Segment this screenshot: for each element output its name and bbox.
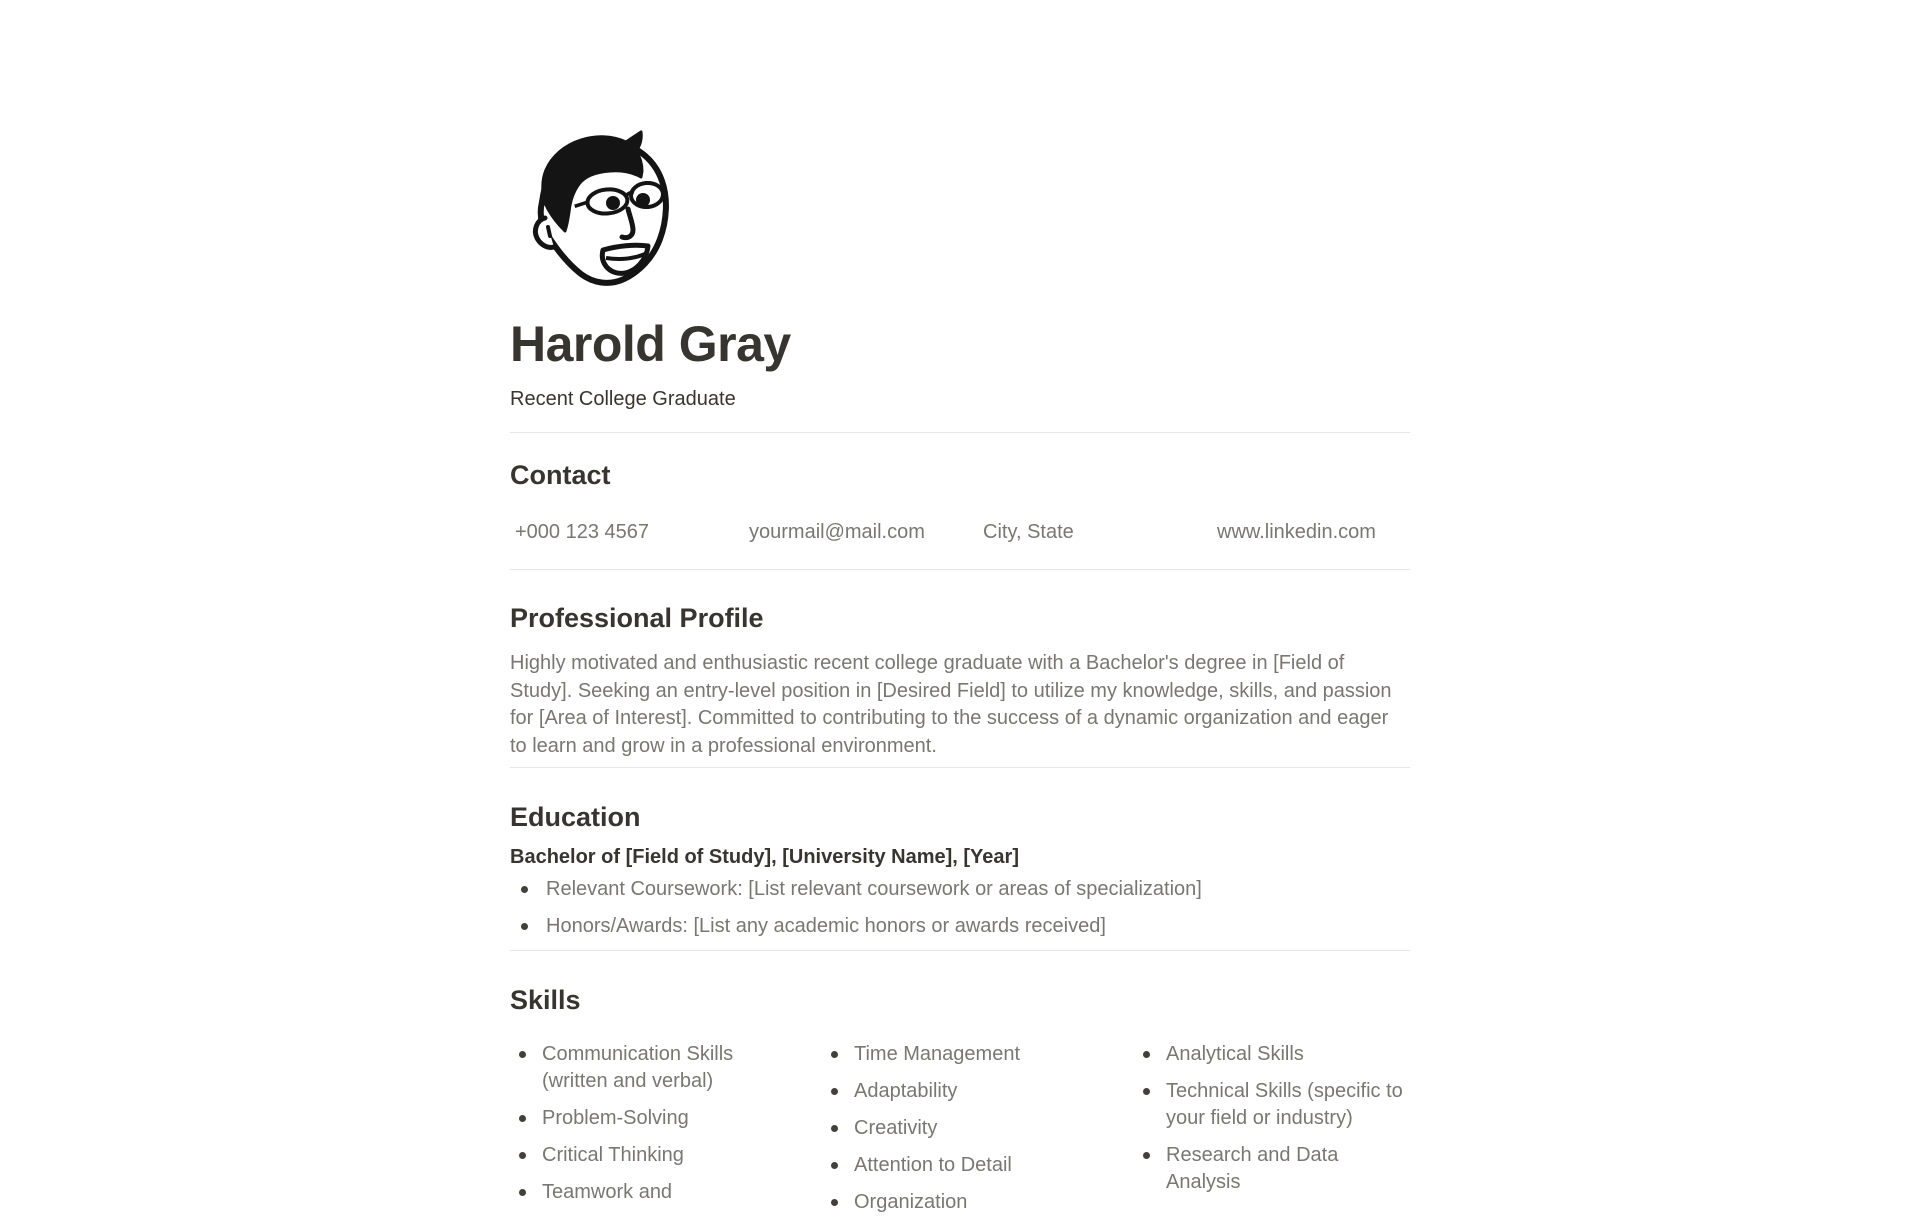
skills-column-3 (1134, 1041, 1410, 1226)
skill-item: Critical Thinking (510, 1142, 786, 1169)
skills-column-1 (510, 1041, 786, 1226)
skills-heading: Skills (510, 985, 581, 1015)
professional-profile-heading: Professional Profile (510, 603, 764, 633)
avatar (529, 130, 671, 290)
education-bullet-list (510, 876, 1410, 940)
contact-row (510, 519, 1410, 546)
skill-item: Creativity (822, 1115, 1098, 1142)
subtitle: Recent College Graduate (510, 388, 736, 410)
professional-profile-text: Highly motivated and enthusiastic recent college graduate with a Bachelor's degree in [Field of Study]. Seeking an entry-level position in [Desired Field] to utilize my knowledge, skills, and passion for [Area of Interest]. Committed to contributing to the success of a dynamic organization and eager to learn and grow in a professional environment. (510, 652, 1392, 757)
contact-item: www.linkedin.com (1217, 521, 1376, 543)
section-professional-profile (510, 602, 1410, 760)
divider (510, 950, 1410, 951)
section-contact (510, 459, 1410, 546)
skill-item: Communication Skills (written and verbal) (510, 1041, 786, 1095)
skills-column-2 (822, 1041, 1098, 1226)
skill-item: Problem-Solving (510, 1105, 786, 1132)
contact-item: City, State (983, 521, 1074, 543)
page-title: Harold Gray (510, 316, 791, 372)
skill-item: Technical Skills (specific to your field or industry) (1134, 1078, 1410, 1132)
education-heading: Education (510, 802, 641, 832)
skill-item: Analytical Skills (1134, 1041, 1410, 1068)
skill-item: Adaptability (822, 1078, 1098, 1105)
education-degree: Bachelor of [Field of Study], [University Name], [Year] (510, 846, 1019, 868)
skill-item: Organization (822, 1189, 1098, 1216)
section-skills (510, 984, 1410, 1226)
resume-page (510, 0, 1410, 1226)
man-face-illustration (529, 130, 671, 290)
education-bullet-item: Relevant Coursework: [List relevant coursework or areas of specialization] (510, 876, 1410, 903)
skills-columns (510, 1041, 1410, 1226)
divider (510, 432, 1410, 433)
contact-item: yourmail@mail.com (749, 521, 925, 543)
education-bullet-item: Honors/Awards: [List any academic honors or awards received] (510, 913, 1410, 940)
contact-item: +000 123 4567 (515, 521, 650, 543)
divider (510, 767, 1410, 768)
skill-item: Research and Data Analysis (1134, 1142, 1410, 1196)
skill-item: Teamwork and (510, 1179, 786, 1206)
divider (510, 569, 1410, 570)
contact-heading: Contact (510, 460, 611, 490)
section-education (510, 801, 1410, 940)
skill-item: Time Management (822, 1041, 1098, 1068)
skill-item: Attention to Detail (822, 1152, 1098, 1179)
